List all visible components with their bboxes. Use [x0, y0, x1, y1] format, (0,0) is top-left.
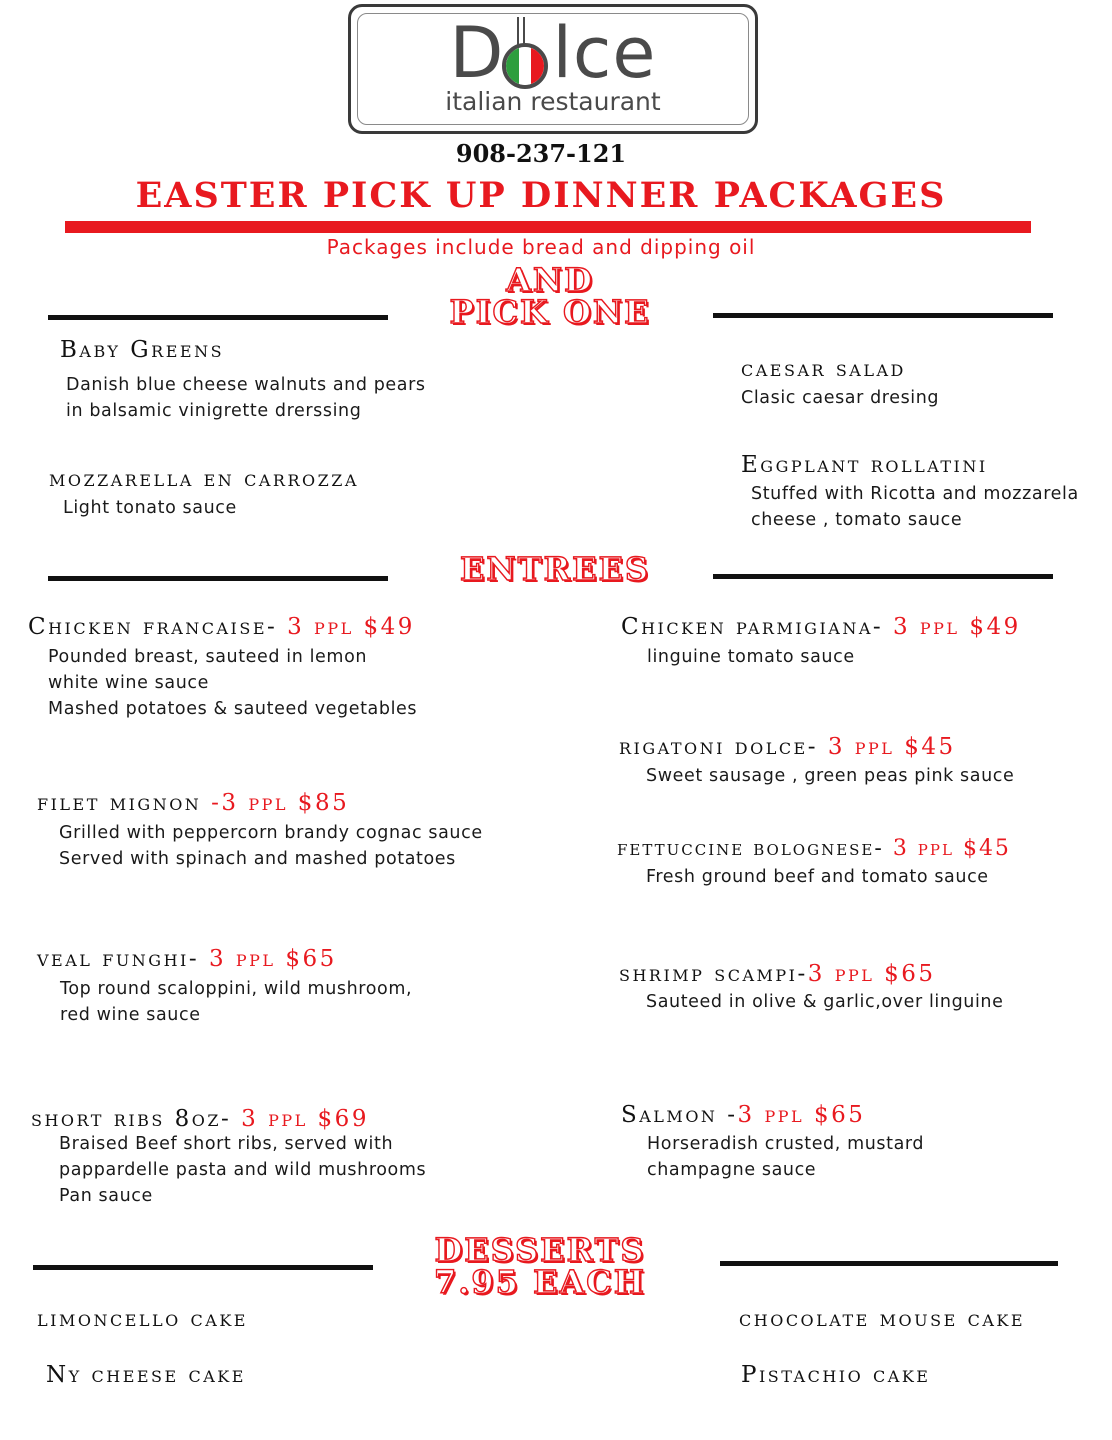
menu-item-name — [617, 836, 1011, 861]
menu-item-description: Fresh ground beef and tomato sauce — [646, 867, 989, 887]
divider-left — [48, 576, 388, 581]
divider-left — [48, 315, 388, 320]
menu-item-price: 3 ppl $45 — [827, 734, 956, 760]
menu-item-title: Chicken parmigiana- — [621, 614, 893, 640]
menu-item-name — [619, 734, 956, 760]
menu-item-description: linguine tomato sauce — [647, 647, 855, 667]
menu-item-name — [37, 790, 349, 816]
desserts-title-line2: 7.95 EACH — [434, 1263, 646, 1301]
phone-number: 908-237-121 — [455, 139, 627, 168]
menu-item-price: 3 ppl $49 — [287, 614, 415, 640]
entrees-section-title: ENTREES — [460, 550, 650, 588]
menu-item-name — [621, 614, 1021, 640]
menu-item-description: Pounded breast, sauteed in lemon white wine sauce Mashed potatoes & sauteed vegetables — [48, 647, 418, 719]
menu-item-name — [621, 1102, 865, 1128]
divider-right — [713, 574, 1053, 579]
menu-item-description: Danish blue cheese walnuts and pears in balsamic vinigrette drerssing — [66, 375, 426, 421]
menu-item-title: filet mignon — [37, 790, 212, 816]
dessert-item: Ny cheese cake — [46, 1362, 246, 1388]
packages-note: Packages include bread and dipping oil — [326, 235, 756, 259]
menu-item-price: 3 ppl $65 — [208, 946, 337, 972]
appetizer-title-line2: PICK ONE — [449, 293, 651, 331]
menu-item-title: shrimp scampi- — [619, 961, 808, 987]
desserts-section-title — [380, 1231, 700, 1301]
menu-item-description: Sweet sausage , green peas pink sauce — [646, 766, 1015, 786]
menu-item-title: rigatoni dolce- — [619, 734, 828, 760]
menu-item-name — [28, 614, 415, 640]
appetizer-title-line1: AND — [506, 261, 594, 299]
menu-item-price: -3 ppl $85 — [211, 790, 350, 816]
dessert-item: Pistachio cake — [741, 1362, 931, 1388]
menu-item-name — [619, 961, 936, 987]
menu-item-title: Salmon - — [621, 1102, 738, 1128]
menu-item-price: 3 ppl $45 — [892, 836, 1011, 861]
menu-item-price: 3 ppl $65 — [737, 1102, 866, 1128]
logo — [348, 4, 758, 134]
logo-wordmark — [351, 13, 755, 93]
divider-right — [713, 313, 1053, 318]
dessert-item: limoncello cake — [37, 1306, 248, 1332]
menu-item-title: short ribs 8oz- — [31, 1106, 242, 1132]
fork-icon — [517, 17, 525, 47]
menu-item-description: Sauteed in olive & garlic,over linguine — [646, 992, 1004, 1012]
menu-item-title: fettuccine bolognese- — [617, 836, 893, 861]
menu-item-price: 3 ppl $69 — [241, 1106, 369, 1132]
menu-item-description: Light tonato sauce — [63, 498, 237, 518]
menu-item-price: 3 ppl $65 — [807, 961, 936, 987]
appetizer-section-title — [390, 261, 710, 331]
page-title: EASTER PICK UP DINNER PACKAGES — [135, 175, 947, 216]
menu-item-description: Braised Beef short ribs, served with pappardelle pasta and wild mushrooms Pan sauce — [59, 1134, 427, 1206]
menu-item-name: mozzarella en carrozza — [49, 466, 359, 492]
menu-item-name: Eggplant rollatini — [741, 452, 988, 478]
menu-item-title: Chicken francaise- — [28, 614, 288, 640]
menu-item-name — [37, 946, 337, 972]
title-underline — [65, 221, 1031, 233]
menu-item-title: veal funghi- — [37, 946, 209, 972]
menu-item-description: Top round scaloppini, wild mushroom, red wine sauce — [60, 979, 413, 1025]
menu-item-description: Grilled with peppercorn brandy cognac sauce Served with spinach and mashed potatoes — [59, 823, 483, 869]
logo-wordmark-visual: D lce — [449, 12, 657, 94]
menu-item-description: Stuffed with Ricotta and mozzarela cheese , tomato sauce — [751, 484, 1079, 530]
menu-item-description: Horseradish crusted, mustard champagne sauce — [647, 1134, 925, 1180]
menu-item-description: Clasic caesar dresing — [741, 388, 940, 408]
logo-tagline: italian restaurant — [445, 87, 661, 116]
menu-item-name: caesar salad — [741, 356, 906, 382]
divider-right — [720, 1261, 1058, 1266]
italian-flag-icon — [502, 43, 548, 89]
menu-item-name: Baby Greens — [60, 337, 225, 363]
dessert-item: chocolate mouse cake — [739, 1306, 1026, 1332]
divider-left — [33, 1265, 373, 1270]
menu-item-price: 3 ppl $49 — [892, 614, 1021, 640]
desserts-title-line1: DESSERTS — [434, 1231, 646, 1269]
menu-item-name — [31, 1106, 369, 1132]
